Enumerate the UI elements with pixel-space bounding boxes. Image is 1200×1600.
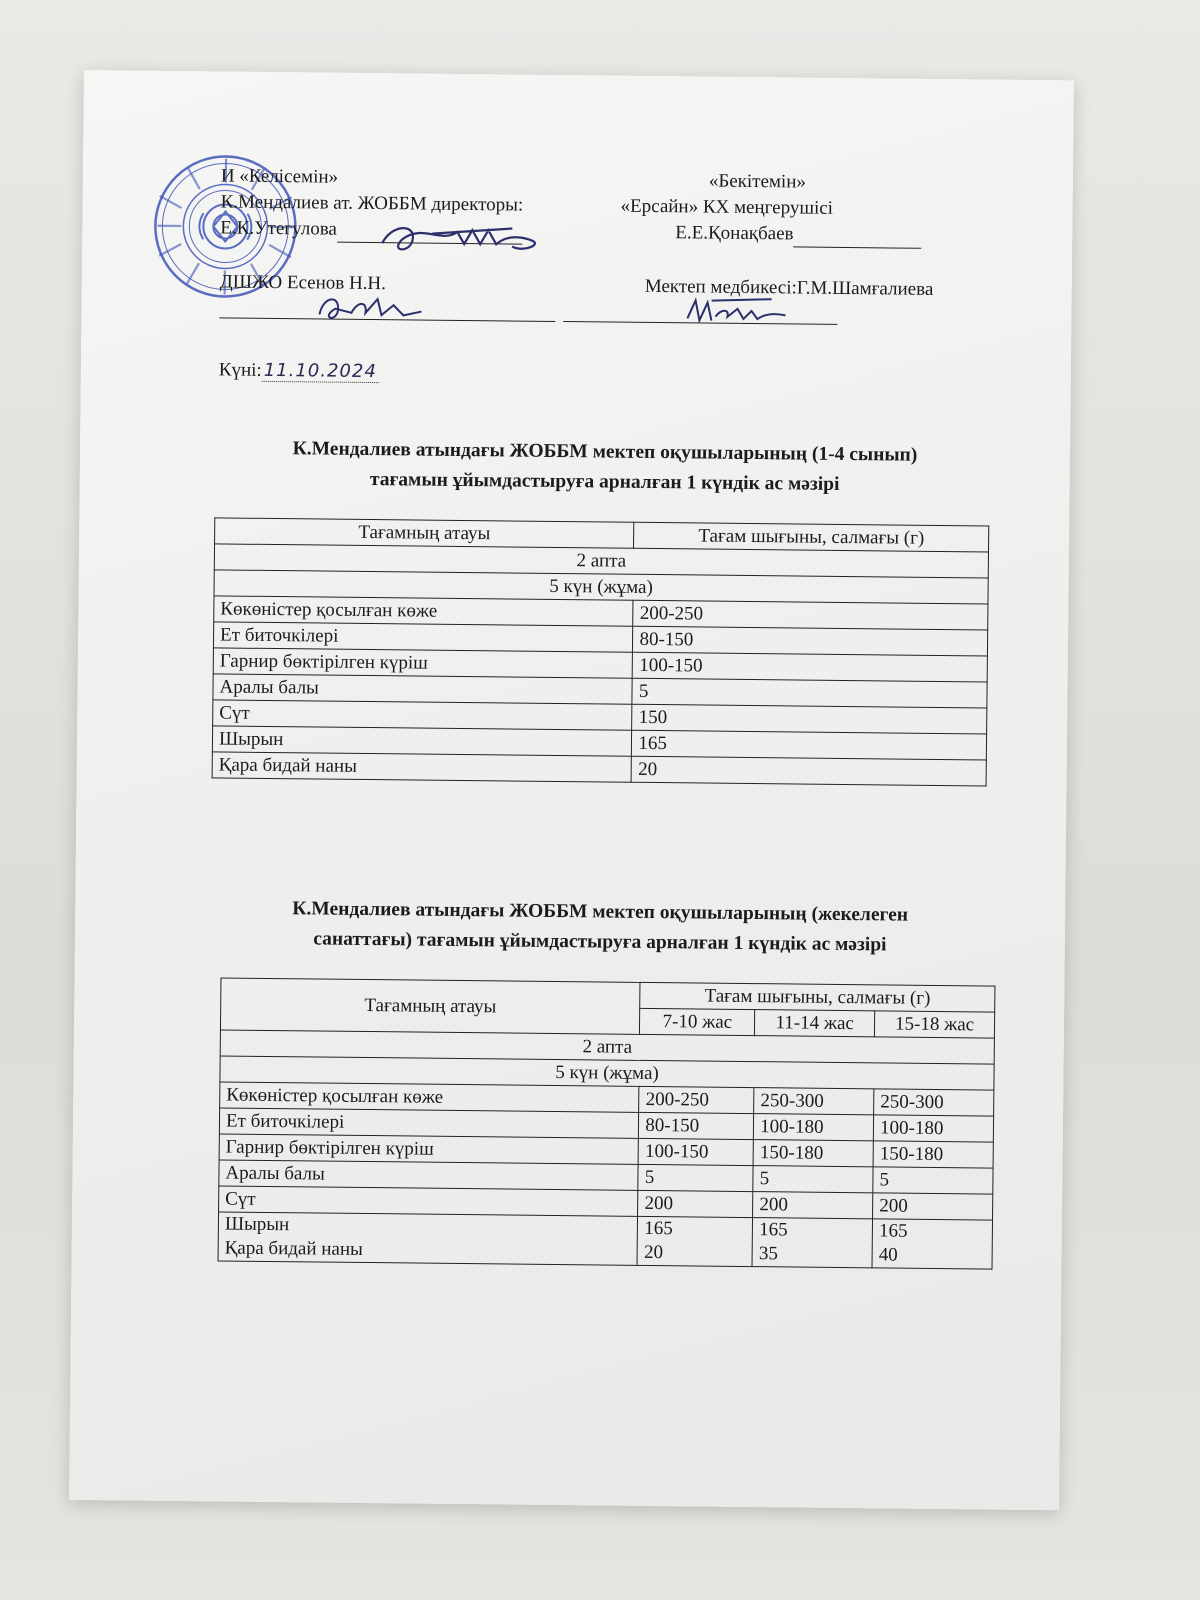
weight-11-14-cell bbox=[752, 1218, 872, 1268]
approval-right-position: «Ерсайн» КХ меңгерушісі bbox=[620, 195, 834, 219]
menu2-col-weight: Тағам шығыны, салмағы (г) bbox=[640, 982, 995, 1012]
age-group-header: 11-14 жас bbox=[755, 1010, 875, 1037]
dish-weight: 20 bbox=[632, 756, 987, 786]
dish-name: Гарнир бөктірілген күріш bbox=[219, 1134, 639, 1164]
date-label: Күні: bbox=[218, 359, 262, 381]
dish-name: Шырын bbox=[212, 726, 632, 756]
dish-weight: 5 bbox=[632, 678, 987, 708]
nurse-signature bbox=[681, 290, 791, 331]
date-row bbox=[219, 359, 379, 383]
deputy-name: ДШЖО Есенов Н.Н. bbox=[219, 271, 387, 295]
menu2-day: 5 күн (жұма) bbox=[220, 1056, 994, 1090]
weight-7-10: 200 bbox=[638, 1190, 753, 1217]
approval-left-heading: И «Келісемін» bbox=[220, 165, 339, 188]
signature-line bbox=[793, 246, 921, 248]
weight-15-18: 165 bbox=[878, 1220, 908, 1242]
approval-right-heading: «Бекітемін» bbox=[708, 170, 807, 193]
weight-15-18: 5 bbox=[873, 1167, 993, 1194]
menu1-title bbox=[220, 433, 991, 501]
weight-11-14: 100-180 bbox=[754, 1114, 874, 1141]
weight-7-10: 20 bbox=[643, 1241, 664, 1264]
menu1-title-line2: тағамын ұйымдастыруға арналған 1 күндік ас мәзірі bbox=[369, 469, 840, 495]
approvals-block bbox=[220, 163, 1001, 245]
director-signature bbox=[372, 213, 563, 265]
approval-right-signature-row bbox=[620, 220, 1000, 250]
dish-weight: 165 bbox=[632, 730, 987, 760]
weight-7-10: 200-250 bbox=[639, 1086, 754, 1113]
weight-11-14: 35 bbox=[758, 1243, 779, 1265]
weight-11-14: 250-300 bbox=[754, 1088, 874, 1115]
weight-11-14: 150-180 bbox=[753, 1140, 873, 1167]
weight-11-14: 5 bbox=[753, 1166, 873, 1193]
menu1-table bbox=[212, 517, 990, 786]
dish-name: Қара бидай наны bbox=[224, 1237, 363, 1260]
dish-name: Қара бидай наны bbox=[212, 752, 632, 782]
approval-left-position: К.Мендалиев ат. ЖОББМ директоры: bbox=[220, 191, 524, 216]
weight-7-10: 165 bbox=[644, 1217, 673, 1240]
age-group-header: 7-10 жас bbox=[640, 1008, 755, 1035]
dish-name: Көкөністер қосылған көже bbox=[214, 596, 634, 626]
approval-right-name: Е.Е.Қонақбаев bbox=[675, 222, 794, 245]
approval-left-name: Е.К.Утегулова bbox=[220, 217, 338, 240]
nurse-name: Мектеп медбикесі:Г.М.Шамғалиева bbox=[644, 275, 934, 300]
second-signatures-row bbox=[219, 271, 1000, 300]
menu1-col-weight: Тағам шығыны, салмағы (г) bbox=[634, 522, 989, 552]
weight-11-14: 200 bbox=[753, 1192, 873, 1219]
menu1-day: 5 күн (жұма) bbox=[214, 570, 988, 604]
menu2-week: 2 апта bbox=[220, 1030, 994, 1064]
dish-name: Ет биточкілері bbox=[213, 622, 633, 652]
weight-7-10: 5 bbox=[638, 1164, 753, 1191]
date-value: 11.10.2024 bbox=[262, 360, 379, 383]
menu1-title-line1: К.Мендалиев атындағы ЖОББМ мектеп оқушыларының (1-4 сынып) bbox=[292, 438, 918, 466]
weight-15-18: 150-180 bbox=[873, 1141, 993, 1168]
dish-name: Аралы балы bbox=[219, 1160, 639, 1190]
menu2-header-row bbox=[221, 978, 995, 1012]
dish-weight: 200-250 bbox=[633, 600, 988, 630]
dish-name: Көкөністер қосылған көже bbox=[220, 1082, 640, 1112]
menu2-title-line2: санаттағы) тағамын ұйымдастыруға арналған 1 күндік ас мәзірі bbox=[313, 928, 887, 956]
dish-weight: 80-150 bbox=[633, 626, 988, 656]
menu1-week: 2 апта bbox=[214, 544, 988, 578]
dish-name: Гарнир бөктірілген күріш bbox=[213, 648, 633, 678]
document-page bbox=[69, 70, 1074, 1510]
dish-name: Сүт bbox=[213, 700, 633, 730]
dish-weight: 150 bbox=[632, 704, 987, 734]
weight-7-10: 100-150 bbox=[638, 1138, 753, 1165]
weight-15-18: 100-180 bbox=[873, 1115, 993, 1142]
dish-weight: 100-150 bbox=[633, 652, 988, 682]
weight-15-18: 250-300 bbox=[874, 1089, 994, 1116]
deputy-signature bbox=[311, 286, 431, 327]
menu2-title bbox=[215, 893, 986, 961]
weight-15-18-cell bbox=[872, 1219, 992, 1269]
weight-15-18: 40 bbox=[878, 1244, 898, 1266]
menu2-col-name: Тағамның атауы bbox=[220, 978, 640, 1034]
age-group-header: 15-18 жас bbox=[875, 1011, 995, 1038]
table-row-merged bbox=[218, 1212, 992, 1269]
menu1-col-name: Тағамның атауы bbox=[215, 518, 635, 548]
dish-name: Шырын bbox=[224, 1213, 290, 1236]
weight-11-14: 165 bbox=[759, 1219, 788, 1241]
dish-name-cell bbox=[218, 1212, 638, 1265]
dish-name: Сүт bbox=[219, 1186, 639, 1216]
weight-7-10-cell bbox=[637, 1216, 752, 1266]
dish-name: Аралы балы bbox=[213, 674, 633, 704]
weight-7-10: 80-150 bbox=[639, 1112, 754, 1139]
weight-15-18: 200 bbox=[873, 1193, 993, 1220]
dish-name: Ет биточкілері bbox=[219, 1108, 639, 1138]
menu2-title-line1: К.Мендалиев атындағы ЖОББМ мектеп оқушыларының (жекелеген bbox=[292, 898, 909, 926]
menu2-table bbox=[218, 977, 996, 1269]
approval-right bbox=[620, 168, 1001, 250]
